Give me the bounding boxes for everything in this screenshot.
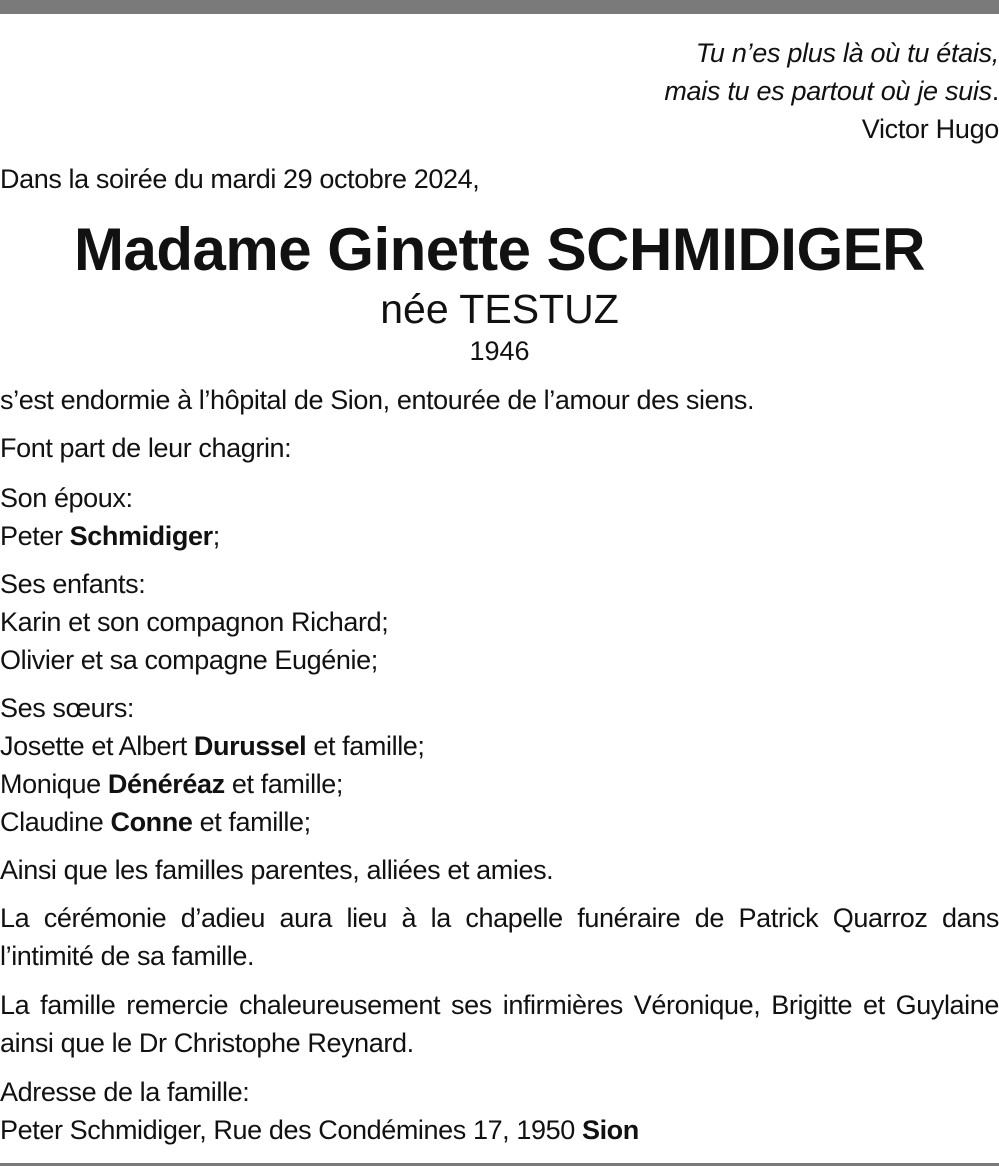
thanks-text: La famille remercie chaleureusement ses infirmières Véronique, Brigitte et Guylaine ainsi que le Dr Christophe Reynard. [0, 990, 999, 1058]
address-heading: Adresse de la famille: [0, 1077, 250, 1107]
ceremony-text: La cérémonie d’adieu aura lieu à la chapelle funéraire de Patrick Quarroz dans l’intimité de sa famille. [0, 903, 999, 971]
top-rule [0, 0, 999, 14]
child-item: Olivier et sa compagne Eugénie; [0, 645, 378, 675]
bottom-rule [0, 1163, 999, 1166]
quote-author: Victor Hugo [861, 114, 999, 144]
birth-year: 1946 [469, 336, 530, 366]
spouse-heading: Son époux: [0, 483, 133, 513]
maiden-name: née TESTUZ [380, 286, 619, 332]
epigraph-quote [664, 34, 999, 148]
sister-item: Monique Dénéréaz et famille; [0, 769, 343, 799]
passing-text: s’est endormie à l’hôpital de Sion, entourée de l’amour des siens. [0, 385, 755, 415]
quote-line-1: Tu n’es plus là où tu étais, [695, 38, 999, 68]
intro-date: Dans la soirée du mardi 29 octobre 2024, [0, 164, 480, 194]
child-item: Karin et son compagnon Richard; [0, 607, 389, 637]
spouse-name: Peter Schmidiger; [0, 521, 220, 551]
children-heading: Ses enfants: [0, 569, 146, 599]
announce-text: Font part de leur chagrin: [0, 433, 292, 463]
sister-item: Josette et Albert Durussel et famille; [0, 731, 425, 761]
families-text: Ainsi que les familles parentes, alliées et amies. [0, 855, 554, 885]
address-line: Peter Schmidiger, Rue des Condémines 17, 1950 Sion [0, 1115, 639, 1145]
sister-item: Claudine Conne et famille; [0, 807, 311, 837]
sisters-heading: Ses sœurs: [0, 693, 135, 723]
quote-line-2: mais tu es partout où je suis. [664, 76, 999, 106]
deceased-name: Madame Ginette SCHMIDIGER [74, 216, 925, 283]
